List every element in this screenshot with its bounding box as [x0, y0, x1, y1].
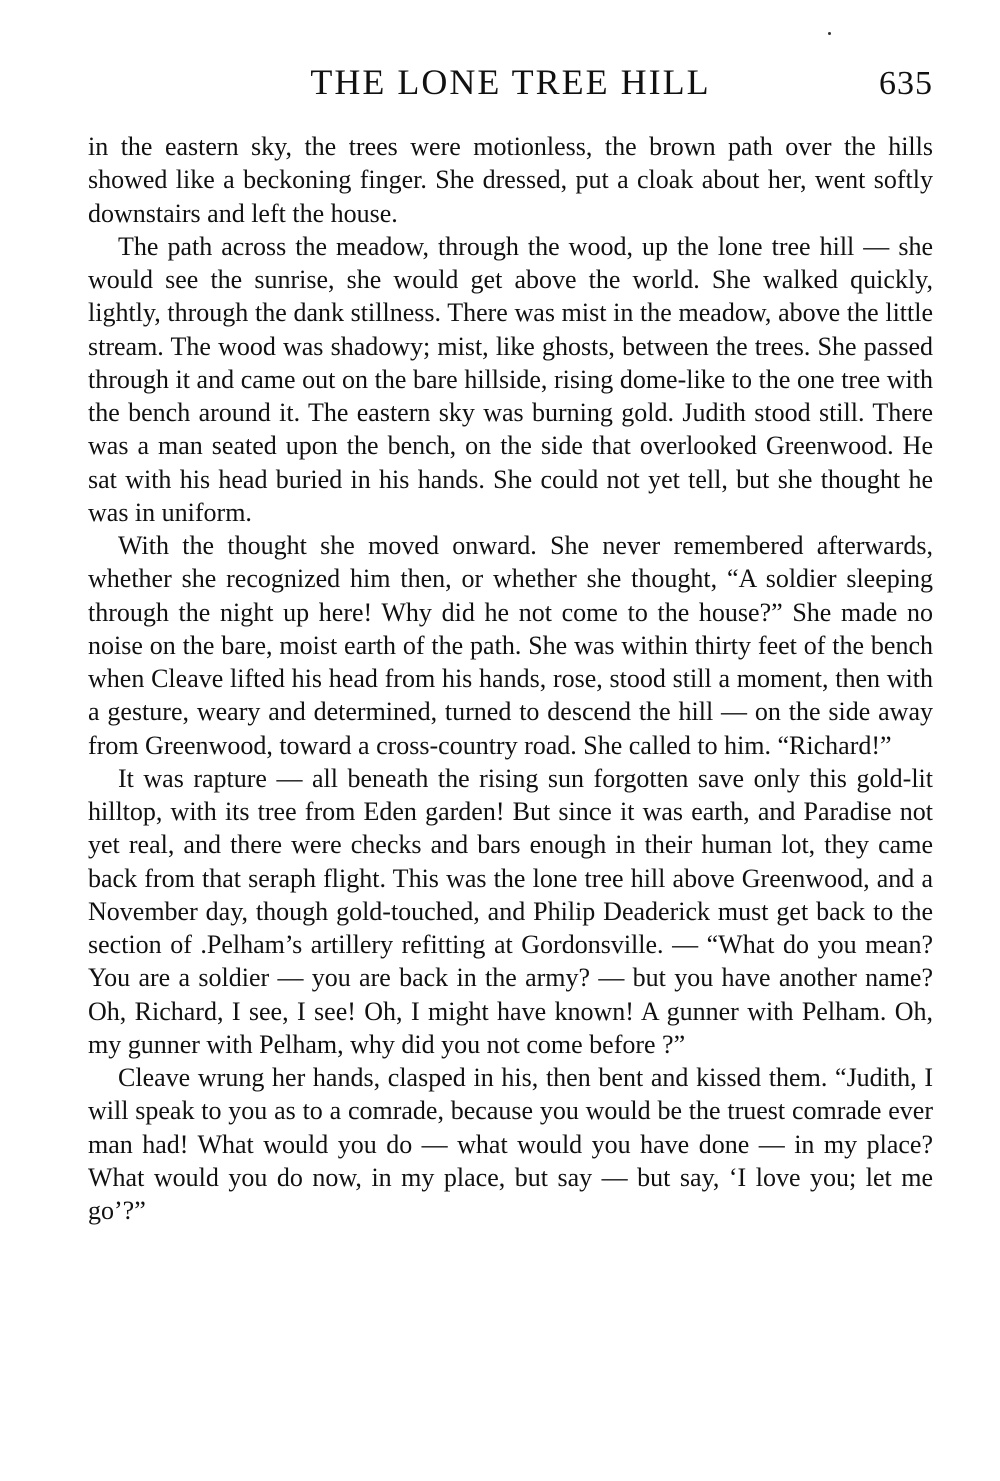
- paragraph: The path across the meadow, through the wood, up the lone tree hill — she would see the sunrise, she would get above the world. She walked quickly, lightly, through the dank stillness. There was mist in the meadow, above the little stream. The wood was shadowy; mist, like ghosts, between the trees. She passed through it and came out on the bare hillside, rising dome-like to the one tree with the bench around it. The eastern sky was burning gold. Judith stood still. There was a man seated upon the bench, on the side that overlooked Greenwood. He sat with his head buried in his hands. She could not yet tell, but she thought he was in uniform.: [88, 231, 933, 527]
- page-number: 635: [879, 65, 933, 102]
- body-text: [88, 130, 933, 1227]
- paragraph: in the eastern sky, the trees were motionless, the brown path over the hills showed like a beckoning finger. She dressed, put a cloak about her, went softly downstairs and left the house.: [88, 132, 933, 228]
- running-title: THE LONE TREE HILL: [310, 62, 711, 102]
- print-speck: [828, 32, 831, 35]
- page-header: [88, 60, 933, 110]
- paragraph: It was rapture — all beneath the rising sun forgotten save only this gold-lit hilltop, with its tree from Eden garden! But since it was earth, and Paradise not yet real, and there were checks and bars enough in their human lot, they came back from that seraph flight. This was the lone tree hill above Greenwood, and a November day, though gold-touched, and Philip Deaderick must get back to the section of .Pelham’s artillery refitting at Gordonsville. — “What do you mean? You are a soldier — you are back in the army? — but you have another name? Oh, Richard, I see, I see! Oh, I might have known! A gunner with Pelham. Oh, my gunner with Pelham, why did you not come before ?”: [88, 763, 933, 1059]
- paragraph: Cleave wrung her hands, clasped in his, then bent and kissed them. “Judith, I will speak to you as to a comrade, because you would be the truest comrade ever man had! What would you do — what would you have done — in my place? What would you do now, in my place, but say — but say, ‘I love you; let me go’?”: [88, 1063, 933, 1225]
- paragraph: With the thought she moved onward. She never remembered afterwards, whether she recognized him then, or whether she thought, “A soldier sleeping through the night up here! Why did he not come to the house?” She made no noise on the bare, moist earth of the path. She was within thirty feet of the bench when Cleave lifted his head from his hands, rose, stood still a moment, then with a gesture, weary and determined, turned to descend the hill — on the side away from Greenwood, toward a cross-country road. She called to him. “Richard!”: [88, 531, 933, 760]
